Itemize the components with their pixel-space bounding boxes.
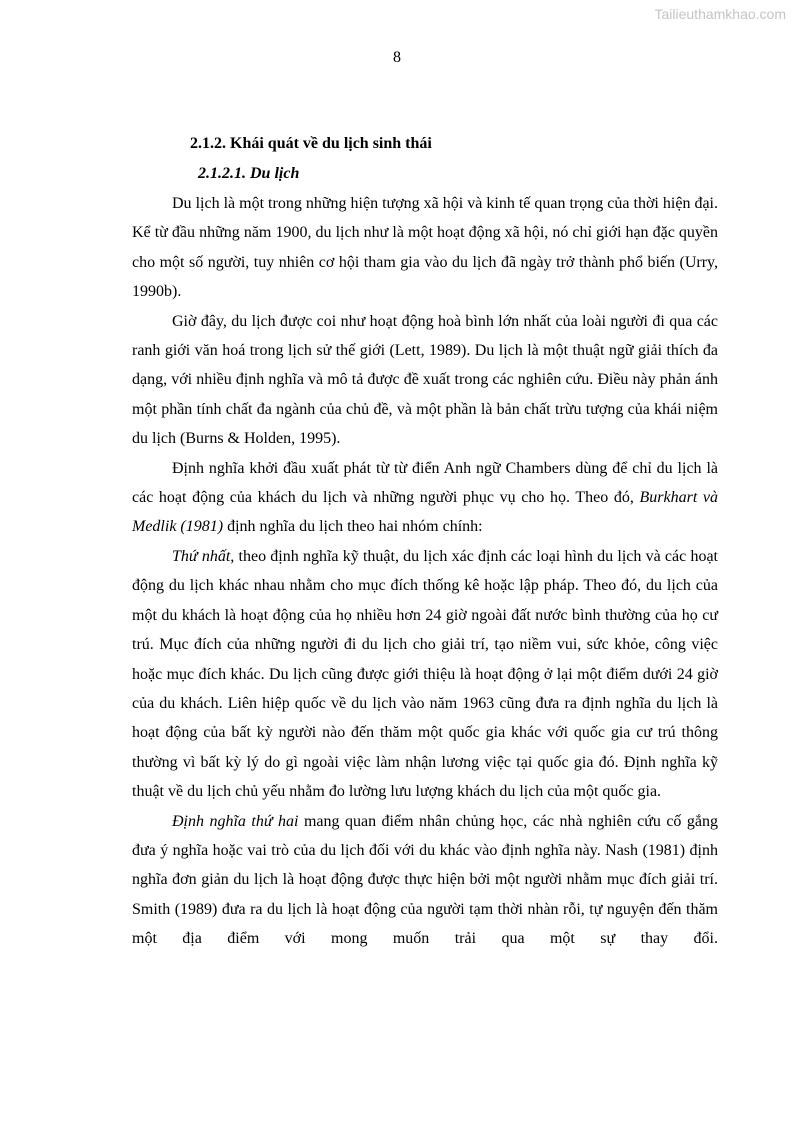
paragraph-3 <box>132 454 718 542</box>
paragraph-5-text: mang quan điểm nhân chủng học, các nhà nghiên cứu cố gắng đưa ý nghĩa hoặc vai trò của du lịch đối với du khác vào định nghĩa này. Nash (1981) định nghĩa đơn giản du lịch là hoạt động được thực hiện bởi một người nhằm mục đích giải trí. Smith (1989) đưa ra du lịch là hoạt động của người tạm thời nhàn rỗi, tự nguyện đến thăm một địa điểm với mong muốn trải qua một sự thay đổi. <box>132 812 719 948</box>
paragraph-3-text-end: định nghĩa du lịch theo hai nhóm chính: <box>223 518 483 536</box>
citation-burkhart-medlik: Burkhart và Medlik (1981) <box>132 489 719 536</box>
paragraph-4-text: theo định nghĩa kỹ thuật, du lịch xác định các loại hình du lịch và các hoạt động du lịch khác nhau nhằm cho mục đích thống kê hoặc lập pháp. Theo đó, du lịch của một du khách là hoạt động của họ nhiều hơn 24 giờ ngoài đất nước bình thường của họ cư trú. Mục đích của những người đi du lịch cho giải trí, tạo niềm vui, sức khỏe, công việc hoặc mục đích khác. Du lịch cũng được giới thiệu là hoạt động ở lại một điểm dưới 24 giờ của du khách. Liên hiệp quốc về du lịch vào năm 1963 cũng đưa ra định nghĩa du lịch là hoạt động của bất kỳ người nào đến thăm một quốc gia khác với quốc gia cư trú thông thường vì bất kỳ lý do gì ngoài việc làm nhận lương việc tại quốc gia đó. Định nghĩa kỹ thuật về du lịch chủ yếu nhằm đo lường lưu lượng khách du lịch của một quốc gia. <box>132 547 718 801</box>
paragraph-4 <box>132 542 718 807</box>
page-number: 8 <box>393 49 401 66</box>
paragraph-2: Giờ đây, du lịch được coi như hoạt động hoà bình lớn nhất của loài người đi qua các ranh giới văn hoá trong lịch sử thế giới (Lett, 1989). Du lịch là một thuật ngữ giải thích đa dạng, với nhiều định nghĩa và mô tả được đề xuất trong các nghiên cứu. Điều này phản ánh một phần tính chất đa ngành của chủ đề, và một phần là bản chất trừu tượng của khái niệm du lịch (Burns & Holden, 1995). <box>132 312 718 448</box>
first-definition-label: Thứ nhất, <box>172 547 235 565</box>
subsection-heading: 2.1.2.1. Du lịch <box>198 165 300 182</box>
paragraph-1: Du lịch là một trong những hiện tượng xã hội và kinh tế quan trọng của thời hiện đại. Kể từ đầu những năm 1900, du lịch như là một hoạt động xã hội, nó chỉ giới hạn đặc quyền cho một số người, tuy nhiên cơ hội tham gia vào du lịch đã ngày trở thành phổ biến (Urry, 1990b). <box>132 195 718 301</box>
section-heading: 2.1.2. Khái quát về du lịch sinh thái <box>190 135 432 152</box>
paragraph-3-text: Định nghĩa khởi đầu xuất phát từ từ điển Anh ngữ Chambers dùng để chỉ du lịch là các hoạt động của khách du lịch và những người phục vụ cho họ. Theo đó, <box>132 459 718 507</box>
watermark: Tailieuthamkhao.com <box>654 6 786 22</box>
paragraph-5 <box>132 807 718 954</box>
page-body <box>132 129 718 954</box>
second-definition-label: Định nghĩa thứ hai <box>172 812 299 830</box>
